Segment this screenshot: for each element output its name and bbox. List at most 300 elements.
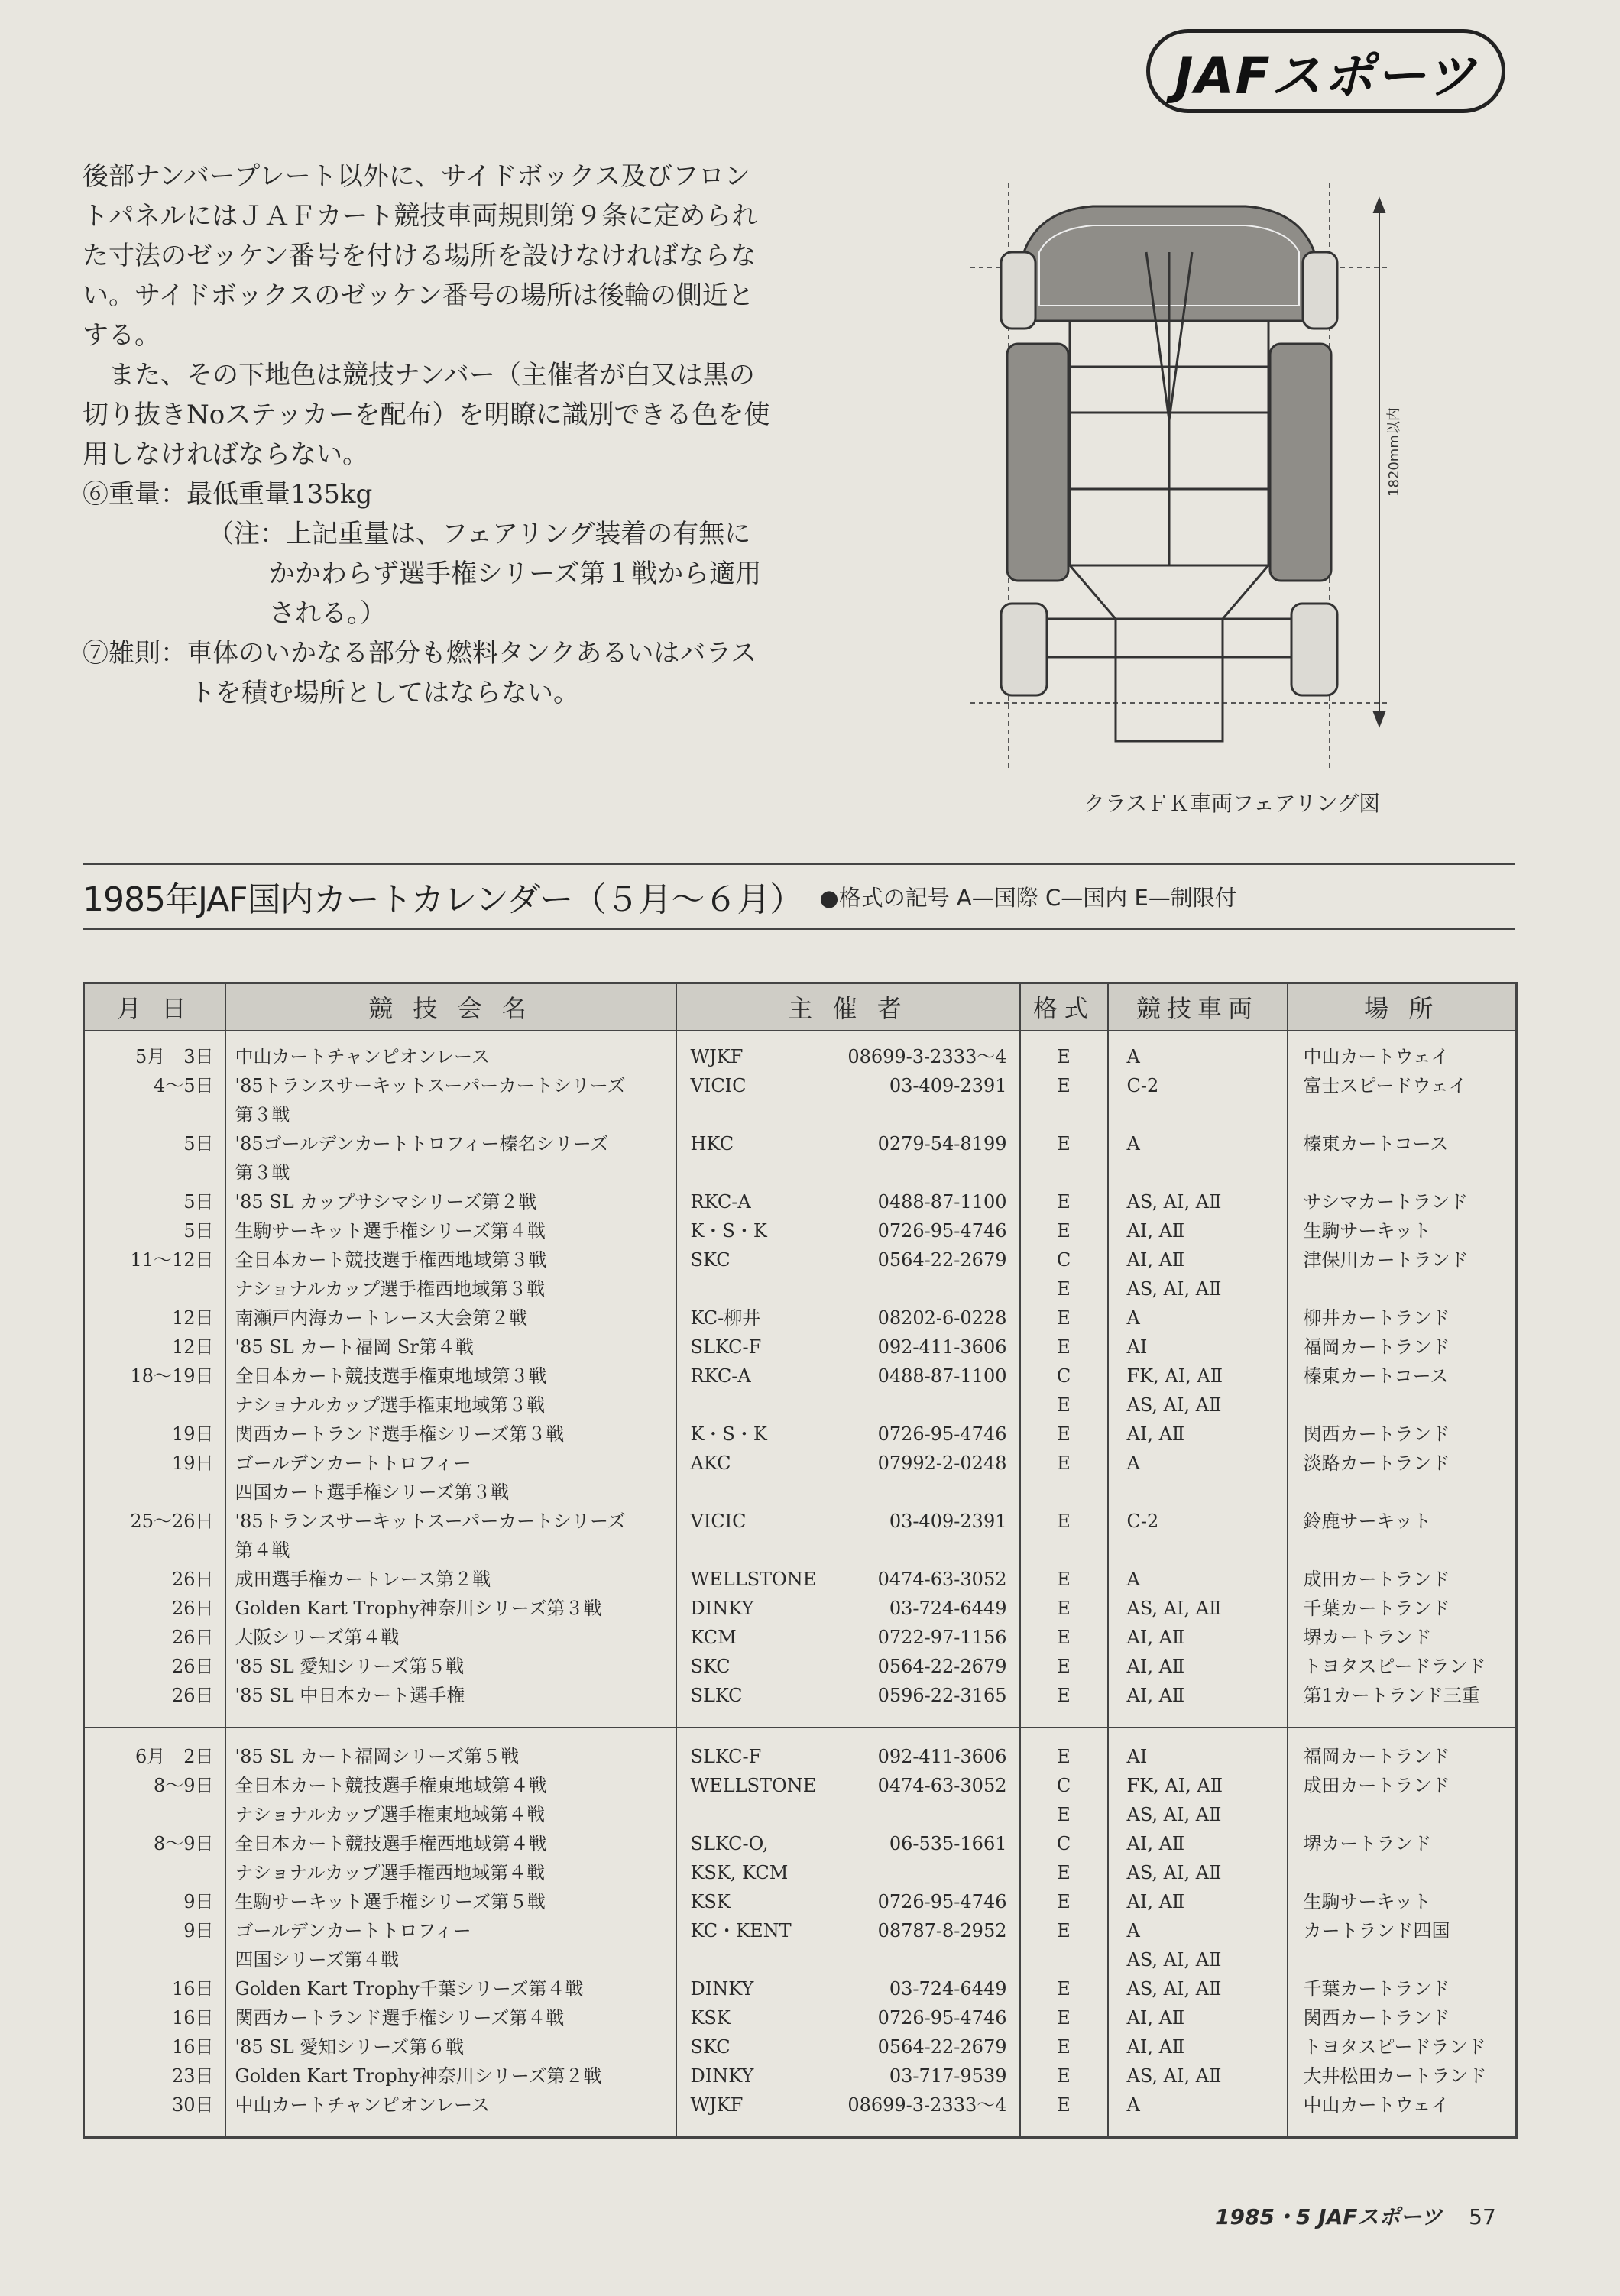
cell-vehicle: AⅠ, AⅡ — [1108, 1216, 1288, 1245]
cell-event: '85トランスサーキットスーパーカートシリーズ — [225, 1071, 676, 1100]
cell-event: '85 SL カート福岡シリーズ第５戦 — [225, 1728, 676, 1771]
cell-organizer — [676, 1187, 1020, 1216]
cell-venue: トヨタスピードランド — [1288, 1652, 1517, 1681]
organizer-phone: 0726-95-4746 — [877, 2007, 1007, 2029]
cell-organizer — [676, 1652, 1020, 1681]
cell-format: C — [1020, 1245, 1108, 1274]
table-row — [84, 1031, 1517, 1071]
cell-date: 16日 — [84, 1974, 225, 2003]
cell-venue: 関西カートランド — [1288, 2003, 1517, 2032]
cell-format: C — [1020, 1829, 1108, 1858]
cell-format: E — [1020, 2032, 1108, 2061]
cell-vehicle: AS, AⅠ, AⅡ — [1108, 1274, 1288, 1303]
cell-organizer — [676, 1274, 1020, 1303]
cell-venue: 福岡カートランド — [1288, 1728, 1517, 1771]
organizer-phone: 03-409-2391 — [889, 1511, 1007, 1532]
cell-event: 中山カートチャンピオンレース — [225, 1031, 676, 1071]
table-row — [84, 1245, 1517, 1274]
organizer-name: SLKC-F — [690, 1746, 762, 1767]
cell-format: E — [1020, 1187, 1108, 1216]
table-row — [84, 1333, 1517, 1362]
cell-format: E — [1020, 1887, 1108, 1916]
organizer-phone: 0726-95-4746 — [877, 1220, 1007, 1242]
organizer-name: SLKC-F — [690, 1336, 762, 1358]
cell-event: 第３戦 — [225, 1100, 676, 1129]
footer-magazine: 1985・5 JAFスポーツ — [1215, 2204, 1443, 2230]
cell-event: 全日本カート競技選手権東地域第４戦 — [225, 1771, 676, 1800]
cell-format: E — [1020, 1420, 1108, 1449]
organizer-name: KCM — [690, 1627, 737, 1648]
cell-event: 四国シリーズ第４戦 — [225, 1945, 676, 1974]
cell-date: 11〜12日 — [84, 1245, 225, 1274]
cell-venue: 津保川カートランド — [1288, 1245, 1517, 1274]
organizer-name: VICIC — [690, 1511, 747, 1532]
cell-vehicle: AⅠ, AⅡ — [1108, 1623, 1288, 1652]
cell-venue — [1288, 1858, 1517, 1887]
table-row — [84, 1652, 1517, 1681]
cell-format: E — [1020, 1565, 1108, 1594]
organizer-name: KSK, KCM — [690, 1862, 789, 1883]
table-row — [84, 1858, 1517, 1887]
cell-format: E — [1020, 2090, 1108, 2138]
cell-organizer — [676, 1681, 1020, 1728]
cell-organizer — [676, 1031, 1020, 1071]
table-row — [84, 1887, 1517, 1916]
cell-event: Golden Kart Trophy千葉シリーズ第４戦 — [225, 1974, 676, 2003]
table-row — [84, 1916, 1517, 1945]
cell-organizer — [676, 1362, 1020, 1391]
table-row — [84, 2061, 1517, 2090]
organizer-name: K・S・K — [690, 1423, 767, 1445]
cell-organizer — [676, 2090, 1020, 2138]
cell-format: E — [1020, 1623, 1108, 1652]
organizer-phone: 03-409-2391 — [889, 1075, 1007, 1096]
page-number: 57 — [1469, 2204, 1496, 2230]
cell-organizer — [676, 1945, 1020, 1974]
cell-venue: 生駒サーキット — [1288, 1887, 1517, 1916]
table-row — [84, 2003, 1517, 2032]
cell-venue: 淡路カートランド — [1288, 1449, 1517, 1478]
cell-date — [84, 1478, 225, 1507]
organizer-phone: 0564-22-2679 — [877, 1656, 1007, 1677]
cell-organizer — [676, 1216, 1020, 1245]
format-legend: ●格式の記号 A—国際 C—国内 E—制限付 — [819, 884, 1237, 911]
cell-vehicle: FK, AⅠ, AⅡ — [1108, 1362, 1288, 1391]
table-row — [84, 1391, 1517, 1420]
cell-venue: 榛東カートコース — [1288, 1362, 1517, 1391]
cell-event: 第４戦 — [225, 1536, 676, 1565]
cell-organizer — [676, 1623, 1020, 1652]
cell-format: E — [1020, 1652, 1108, 1681]
cell-organizer — [676, 1771, 1020, 1800]
regulation-text — [83, 157, 770, 713]
table-row — [84, 1536, 1517, 1565]
organizer-phone: 03-724-6449 — [889, 1978, 1007, 2000]
organizer-phone: 0474-63-3052 — [877, 1775, 1007, 1796]
cell-format: E — [1020, 1333, 1108, 1362]
cell-organizer — [676, 1420, 1020, 1449]
cell-venue: 成田カートランド — [1288, 1771, 1517, 1800]
table-row — [84, 1771, 1517, 1800]
cell-event: '85 SL 愛知シリーズ第６戦 — [225, 2032, 676, 2061]
cell-vehicle: AS, AⅠ, AⅡ — [1108, 1187, 1288, 1216]
cell-date: 26日 — [84, 1623, 225, 1652]
cell-event: ナショナルカップ選手権西地域第４戦 — [225, 1858, 676, 1887]
cell-date: 5日 — [84, 1187, 225, 1216]
cell-vehicle — [1108, 1536, 1288, 1565]
cell-date: 19日 — [84, 1420, 225, 1449]
table-row — [84, 1478, 1517, 1507]
table-header-row — [84, 983, 1517, 1031]
organizer-phone: 06-535-1661 — [889, 1833, 1007, 1854]
cell-venue: 柳井カートランド — [1288, 1303, 1517, 1333]
organizer-name: SKC — [690, 2036, 731, 2058]
page-footer — [1215, 2200, 1496, 2231]
cell-event: 全日本カート競技選手権東地域第３戦 — [225, 1362, 676, 1391]
table-row — [84, 1449, 1517, 1478]
cell-venue: 鈴鹿サーキット — [1288, 1507, 1517, 1536]
organizer-phone: 092-411-3606 — [877, 1336, 1007, 1358]
cell-date: 26日 — [84, 1652, 225, 1681]
cell-organizer — [676, 1565, 1020, 1594]
cell-date: 26日 — [84, 1594, 225, 1623]
cell-vehicle — [1108, 1158, 1288, 1187]
cell-organizer — [676, 2003, 1020, 2032]
table-row — [84, 1829, 1517, 1858]
cell-format: E — [1020, 1216, 1108, 1245]
table-row — [84, 1158, 1517, 1187]
cell-date — [84, 1858, 225, 1887]
cell-vehicle: AS, AⅠ, AⅡ — [1108, 1800, 1288, 1829]
cell-event: '85ゴールデンカートトロフィー榛名シリーズ — [225, 1129, 676, 1158]
cell-vehicle: A — [1108, 1031, 1288, 1071]
cell-date: 19日 — [84, 1449, 225, 1478]
organizer-name: KC・KENT — [690, 1920, 792, 1941]
organizer-phone: 07992-2-0248 — [877, 1452, 1007, 1474]
cell-event: ナショナルカップ選手権東地域第３戦 — [225, 1391, 676, 1420]
cell-organizer — [676, 1507, 1020, 1536]
cell-vehicle: AⅠ — [1108, 1333, 1288, 1362]
header-format: 格式 — [1020, 983, 1108, 1031]
cell-vehicle: AⅠ, AⅡ — [1108, 1420, 1288, 1449]
cell-vehicle: A — [1108, 2090, 1288, 2138]
organizer-name: RKC-A — [690, 1365, 751, 1387]
cell-date: 18〜19日 — [84, 1362, 225, 1391]
weight-note: （注：上記重量は、フェアリング装着の有無にかかわらず選手権シリーズ第１戦から適用される。） — [208, 519, 762, 629]
cell-venue: カートランド四国 — [1288, 1916, 1517, 1945]
cell-event: 四国カート選手権シリーズ第３戦 — [225, 1478, 676, 1507]
cell-date — [84, 1158, 225, 1187]
cell-date: 23日 — [84, 2061, 225, 2090]
cell-format: E — [1020, 1728, 1108, 1771]
header-vehicle: 競技車両 — [1108, 983, 1288, 1031]
header-organizer: 主 催 者 — [676, 983, 1020, 1031]
organizer-name: HKC — [690, 1133, 734, 1154]
organizer-name: WELLSTONE — [690, 1775, 817, 1796]
organizer-phone: 0488-87-1100 — [877, 1365, 1007, 1387]
cell-organizer — [676, 1100, 1020, 1129]
cell-date: 12日 — [84, 1333, 225, 1362]
cell-vehicle: AⅠ, AⅡ — [1108, 1887, 1288, 1916]
cell-format: C — [1020, 1771, 1108, 1800]
misc-rule: ⑦雑則：車体のいかなる部分も燃料タンクあるいはバラストを積む場所としてはならない。 — [83, 638, 757, 708]
header-venue: 場 所 — [1288, 983, 1517, 1031]
header-date: 月 日 — [84, 983, 225, 1031]
cell-organizer — [676, 1800, 1020, 1829]
cell-organizer — [676, 1303, 1020, 1333]
cell-vehicle: AS, AⅠ, AⅡ — [1108, 1594, 1288, 1623]
cell-vehicle: A — [1108, 1565, 1288, 1594]
cell-format — [1020, 1158, 1108, 1187]
cell-event: '85 SL カート福岡 Sr第４戦 — [225, 1333, 676, 1362]
calendar-table — [83, 982, 1518, 2139]
cell-vehicle: AⅠ, AⅡ — [1108, 1245, 1288, 1274]
table-row — [84, 1071, 1517, 1100]
organizer-phone: 0279-54-8199 — [877, 1133, 1007, 1154]
cell-vehicle: AS, AⅠ, AⅡ — [1108, 1945, 1288, 1974]
cell-date: 26日 — [84, 1565, 225, 1594]
cell-vehicle: AⅠ, AⅡ — [1108, 1681, 1288, 1728]
organizer-phone: 0488-87-1100 — [877, 1191, 1007, 1213]
calendar-title: 1985年JAF国内カートカレンダー（５月〜６月） — [83, 880, 803, 919]
cell-venue: 第1カートランド三重 — [1288, 1681, 1517, 1728]
cell-event: 生駒サーキット選手権シリーズ第５戦 — [225, 1887, 676, 1916]
cell-organizer — [676, 1536, 1020, 1565]
organizer-phone: 0564-22-2679 — [877, 1249, 1007, 1271]
cell-organizer — [676, 1071, 1020, 1100]
cell-format — [1020, 1945, 1108, 1974]
organizer-name: DINKY — [690, 1598, 754, 1619]
table-row — [84, 1800, 1517, 1829]
cell-vehicle: A — [1108, 1303, 1288, 1333]
cell-format — [1020, 1100, 1108, 1129]
organizer-name: WJKF — [690, 1046, 744, 1067]
cell-date: 5月 3日 — [84, 1031, 225, 1071]
cell-event: 全日本カート競技選手権西地域第３戦 — [225, 1245, 676, 1274]
cell-date: 12日 — [84, 1303, 225, 1333]
cell-organizer — [676, 1916, 1020, 1945]
cell-organizer — [676, 1858, 1020, 1887]
cell-event: Golden Kart Trophy神奈川シリーズ第２戦 — [225, 2061, 676, 2090]
cell-vehicle: AS, AⅠ, AⅡ — [1108, 2061, 1288, 2090]
cell-vehicle: A — [1108, 1449, 1288, 1478]
table-row — [84, 1129, 1517, 1158]
cell-organizer — [676, 2032, 1020, 2061]
table-row — [84, 2090, 1517, 2138]
organizer-name: RKC-A — [690, 1191, 751, 1213]
cell-venue: 関西カートランド — [1288, 1420, 1517, 1449]
cell-venue: 大井松田カートランド — [1288, 2061, 1517, 2090]
cell-venue — [1288, 1158, 1517, 1187]
cell-event: ゴールデンカートトロフィー — [225, 1449, 676, 1478]
cell-venue: 千葉カートランド — [1288, 1974, 1517, 2003]
table-row — [84, 1507, 1517, 1536]
cell-date — [84, 1391, 225, 1420]
cell-event: 生駒サーキット選手権シリーズ第４戦 — [225, 1216, 676, 1245]
cell-format: E — [1020, 1449, 1108, 1478]
paragraph-1: 後部ナンバープレート以外に、サイドボックス及びフロントパネルにはＪＡＦカート競技車両規則第９条に定められた寸法のゼッケン番号を付ける場所を設けなければならない。サイドボックスのゼッケン番号の場所は後輪の側近とする。 — [83, 161, 758, 351]
cell-event: 全日本カート競技選手権西地域第４戦 — [225, 1829, 676, 1858]
cell-date: 5日 — [84, 1216, 225, 1245]
organizer-name: KSK — [690, 1891, 731, 1912]
table-row — [84, 1623, 1517, 1652]
organizer-name: VICIC — [690, 1075, 747, 1096]
cell-vehicle: C-2 — [1108, 1507, 1288, 1536]
organizer-phone: 08202-6-0228 — [877, 1307, 1007, 1329]
cell-vehicle: AS, AⅠ, AⅡ — [1108, 1391, 1288, 1420]
organizer-phone: 0722-97-1156 — [877, 1627, 1007, 1648]
cell-organizer — [676, 1129, 1020, 1158]
cell-format: E — [1020, 2003, 1108, 2032]
cell-date: 4〜5日 — [84, 1071, 225, 1100]
cell-organizer — [676, 1158, 1020, 1187]
organizer-name: K・S・K — [690, 1220, 767, 1242]
kart-fairing-diagram — [917, 168, 1452, 779]
organizer-name: AKC — [690, 1452, 731, 1474]
cell-format: E — [1020, 1071, 1108, 1100]
cell-organizer — [676, 1974, 1020, 2003]
cell-venue: 成田カートランド — [1288, 1565, 1517, 1594]
cell-event: '85 SL 中日本カート選手権 — [225, 1681, 676, 1728]
cell-vehicle: C-2 — [1108, 1071, 1288, 1100]
cell-date — [84, 1945, 225, 1974]
cell-vehicle: AⅠ, AⅡ — [1108, 1829, 1288, 1858]
cell-date — [84, 1536, 225, 1565]
cell-event: '85トランスサーキットスーパーカートシリーズ — [225, 1507, 676, 1536]
cell-organizer — [676, 1887, 1020, 1916]
cell-format: E — [1020, 1507, 1108, 1536]
cell-date: 9日 — [84, 1916, 225, 1945]
cell-venue: 榛東カートコース — [1288, 1129, 1517, 1158]
cell-venue: トヨタスピードランド — [1288, 2032, 1517, 2061]
cell-event: 大阪シリーズ第４戦 — [225, 1623, 676, 1652]
organizer-name: DINKY — [690, 2065, 754, 2087]
cell-format: E — [1020, 1916, 1108, 1945]
cell-format — [1020, 1536, 1108, 1565]
cell-date — [84, 1100, 225, 1129]
cell-format: E — [1020, 1129, 1108, 1158]
table-row — [84, 1565, 1517, 1594]
cell-date — [84, 1800, 225, 1829]
cell-venue: 中山カートウェイ — [1288, 1031, 1517, 1071]
cell-format: E — [1020, 1274, 1108, 1303]
table-row — [84, 2032, 1517, 2061]
organizer-name: SKC — [690, 1249, 731, 1271]
cell-organizer — [676, 1391, 1020, 1420]
cell-format: E — [1020, 1594, 1108, 1623]
cell-venue: 千葉カートランド — [1288, 1594, 1517, 1623]
cell-organizer — [676, 1333, 1020, 1362]
dimension-label: 1820mm以内 — [1386, 407, 1402, 497]
calendar-header — [83, 863, 1515, 930]
cell-vehicle: AⅠ, AⅡ — [1108, 1652, 1288, 1681]
cell-venue: 生駒サーキット — [1288, 1216, 1517, 1245]
diagram-caption: クラスＦＫ車両フェアリング図 — [1084, 791, 1381, 816]
paragraph-2: また、その下地色は競技ナンバー（主催者が白又は黒の切り抜きNoステッカーを配布）を明瞭に識別できる色を使用しなければならない。 — [83, 360, 770, 470]
cell-format: E — [1020, 1681, 1108, 1728]
cell-format: E — [1020, 1858, 1108, 1887]
cell-venue — [1288, 1945, 1517, 1974]
organizer-name: SKC — [690, 1656, 731, 1677]
cell-venue: 堺カートランド — [1288, 1623, 1517, 1652]
cell-date: 16日 — [84, 2032, 225, 2061]
organizer-phone: 0596-22-3165 — [877, 1685, 1007, 1706]
cell-date: 16日 — [84, 2003, 225, 2032]
organizer-phone: 08787-8-2952 — [877, 1920, 1007, 1941]
organizer-phone: 0726-95-4746 — [877, 1891, 1007, 1912]
cell-event: 南瀬戸内海カートレース大会第２戦 — [225, 1303, 676, 1333]
cell-date: 8〜9日 — [84, 1771, 225, 1800]
organizer-name: KC-柳井 — [690, 1307, 761, 1329]
cell-vehicle: AS, AⅠ, AⅡ — [1108, 1974, 1288, 2003]
cell-vehicle: A — [1108, 1916, 1288, 1945]
cell-venue — [1288, 1274, 1517, 1303]
calendar-body — [84, 1031, 1517, 2138]
organizer-name: WJKF — [690, 2094, 744, 2116]
cell-venue — [1288, 1391, 1517, 1420]
organizer-phone: 092-411-3606 — [877, 1746, 1007, 1767]
cell-venue: 富士スピードウェイ — [1288, 1071, 1517, 1100]
cell-date: 5日 — [84, 1129, 225, 1158]
cell-date: 30日 — [84, 2090, 225, 2138]
table-row — [84, 1362, 1517, 1391]
cell-vehicle: AS, AⅠ, AⅡ — [1108, 1858, 1288, 1887]
cell-date: 8〜9日 — [84, 1829, 225, 1858]
organizer-name: SLKC — [690, 1685, 743, 1706]
cell-format: E — [1020, 1031, 1108, 1071]
organizer-phone: 0474-63-3052 — [877, 1569, 1007, 1590]
cell-format: E — [1020, 2061, 1108, 2090]
cell-venue: 中山カートウェイ — [1288, 2090, 1517, 2138]
cell-event: '85 SL カップサシマシリーズ第２戦 — [225, 1187, 676, 1216]
cell-event: '85 SL 愛知シリーズ第５戦 — [225, 1652, 676, 1681]
cell-vehicle — [1108, 1100, 1288, 1129]
cell-event: ナショナルカップ選手権西地域第３戦 — [225, 1274, 676, 1303]
cell-event: 関西カートランド選手権シリーズ第３戦 — [225, 1420, 676, 1449]
cell-format: E — [1020, 1974, 1108, 2003]
cell-organizer — [676, 1594, 1020, 1623]
cell-vehicle: AⅠ, AⅡ — [1108, 2003, 1288, 2032]
cell-event: ナショナルカップ選手権東地域第４戦 — [225, 1800, 676, 1829]
table-row — [84, 1945, 1517, 1974]
cell-date: 9日 — [84, 1887, 225, 1916]
table-row — [84, 1187, 1517, 1216]
cell-venue: サシマカートランド — [1288, 1187, 1517, 1216]
organizer-name: WELLSTONE — [690, 1569, 817, 1590]
cell-venue — [1288, 1478, 1517, 1507]
organizer-name: SLKC-O, — [690, 1833, 769, 1854]
table-row — [84, 1100, 1517, 1129]
cell-format: C — [1020, 1362, 1108, 1391]
cell-vehicle: AⅠ, AⅡ — [1108, 2032, 1288, 2061]
cell-vehicle: A — [1108, 1129, 1288, 1158]
cell-event: 関西カートランド選手権シリーズ第４戦 — [225, 2003, 676, 2032]
cell-organizer — [676, 1478, 1020, 1507]
cell-date: 6月 2日 — [84, 1728, 225, 1771]
cell-organizer — [676, 1829, 1020, 1858]
organizer-phone: 08699-3-2333〜4 — [847, 2094, 1007, 2116]
cell-venue: 堺カートランド — [1288, 1829, 1517, 1858]
table-row — [84, 1594, 1517, 1623]
cell-date: 26日 — [84, 1681, 225, 1728]
logo-text: JAFスポーツ — [1174, 46, 1478, 105]
organizer-name: KSK — [690, 2007, 731, 2029]
cell-organizer — [676, 1245, 1020, 1274]
cell-format — [1020, 1478, 1108, 1507]
table-row — [84, 1974, 1517, 2003]
cell-vehicle: AⅠ — [1108, 1728, 1288, 1771]
cell-date: 25〜26日 — [84, 1507, 225, 1536]
